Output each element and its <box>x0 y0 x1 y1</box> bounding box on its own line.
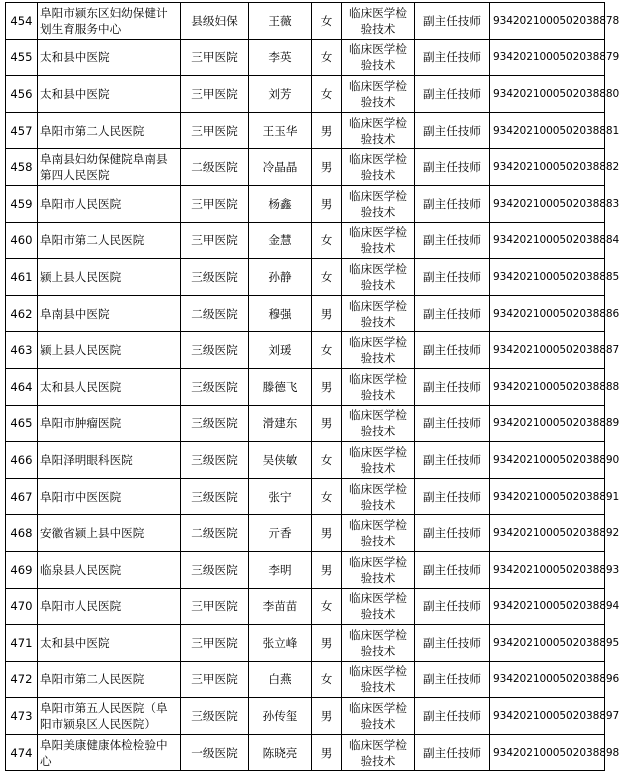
certificate-number-cell: 9342021000502038887 <box>490 332 605 369</box>
row-number-cell: 460 <box>6 222 38 259</box>
gender-cell: 女 <box>312 3 342 40</box>
table-row <box>6 551 605 588</box>
certificate-number-cell: 9342021000502038895 <box>490 625 605 662</box>
specialty-cell: 临床医学检验技术 <box>342 332 415 369</box>
job-title-cell: 副主任技师 <box>415 405 490 442</box>
certificate-number-cell: 9342021000502038878 <box>490 3 605 40</box>
specialty-cell: 临床医学检验技术 <box>342 698 415 735</box>
work-unit-cell: 太和县中医院 <box>38 625 181 662</box>
specialty-cell: 临床医学检验技术 <box>342 39 415 76</box>
certificate-number-cell: 9342021000502038886 <box>490 295 605 332</box>
specialty-cell: 临床医学检验技术 <box>342 625 415 662</box>
specialty-cell: 临床医学检验技术 <box>342 734 415 771</box>
hospital-level-cell: 三级医院 <box>181 698 249 735</box>
row-number-cell: 469 <box>6 551 38 588</box>
person-name-cell: 白燕 <box>249 661 312 698</box>
certificate-number-cell: 9342021000502038880 <box>490 76 605 113</box>
row-number-cell: 463 <box>6 332 38 369</box>
person-name-cell: 吴侠敏 <box>249 442 312 479</box>
person-name-cell: 刘芳 <box>249 76 312 113</box>
hospital-level-cell: 县级妇保 <box>181 3 249 40</box>
person-name-cell: 王玉华 <box>249 112 312 149</box>
table-row <box>6 332 605 369</box>
certificate-number-cell: 9342021000502038888 <box>490 368 605 405</box>
gender-cell: 女 <box>312 222 342 259</box>
table-row <box>6 478 605 515</box>
work-unit-cell: 阜阳市第二人民医院 <box>38 112 181 149</box>
person-name-cell: 李苗苗 <box>249 588 312 625</box>
table-row <box>6 295 605 332</box>
hospital-level-cell: 三级医院 <box>181 442 249 479</box>
job-title-cell: 副主任技师 <box>415 368 490 405</box>
row-number-cell: 464 <box>6 368 38 405</box>
certificate-number-cell: 9342021000502038896 <box>490 661 605 698</box>
row-number-cell: 455 <box>6 39 38 76</box>
table-row <box>6 185 605 222</box>
job-title-cell: 副主任技师 <box>415 588 490 625</box>
person-name-cell: 滑建东 <box>249 405 312 442</box>
person-name-cell: 亓香 <box>249 515 312 552</box>
table-row <box>6 405 605 442</box>
hospital-level-cell: 三级医院 <box>181 478 249 515</box>
table-row <box>6 149 605 186</box>
row-number-cell: 466 <box>6 442 38 479</box>
hospital-level-cell: 二级医院 <box>181 149 249 186</box>
job-title-cell: 副主任技师 <box>415 39 490 76</box>
hospital-level-cell: 三级医院 <box>181 332 249 369</box>
work-unit-cell: 阜阳市人民医院 <box>38 185 181 222</box>
gender-cell: 男 <box>312 112 342 149</box>
work-unit-cell: 阜阳市第二人民医院 <box>38 661 181 698</box>
certificate-number-cell: 9342021000502038881 <box>490 112 605 149</box>
person-name-cell: 李明 <box>249 551 312 588</box>
job-title-cell: 副主任技师 <box>415 478 490 515</box>
gender-cell: 男 <box>312 625 342 662</box>
job-title-cell: 副主任技师 <box>415 259 490 296</box>
table-row <box>6 698 605 735</box>
job-title-cell: 副主任技师 <box>415 112 490 149</box>
work-unit-cell: 颍上县人民医院 <box>38 259 181 296</box>
work-unit-cell: 阜阳美康健康体检检验中心 <box>38 734 181 771</box>
hospital-level-cell: 二级医院 <box>181 515 249 552</box>
row-number-cell: 462 <box>6 295 38 332</box>
job-title-cell: 副主任技师 <box>415 185 490 222</box>
gender-cell: 女 <box>312 588 342 625</box>
certificate-number-cell: 9342021000502038893 <box>490 551 605 588</box>
row-number-cell: 470 <box>6 588 38 625</box>
specialty-cell: 临床医学检验技术 <box>342 112 415 149</box>
job-title-cell: 副主任技师 <box>415 3 490 40</box>
specialty-cell: 临床医学检验技术 <box>342 551 415 588</box>
certificate-number-cell: 9342021000502038879 <box>490 39 605 76</box>
specialty-cell: 临床医学检验技术 <box>342 442 415 479</box>
work-unit-cell: 阜阳市第五人民医院（阜阳市颍泉区人民医院） <box>38 698 181 735</box>
row-number-cell: 457 <box>6 112 38 149</box>
certificate-number-cell: 9342021000502038883 <box>490 185 605 222</box>
table-row <box>6 734 605 771</box>
table-row <box>6 3 605 40</box>
job-title-cell: 副主任技师 <box>415 551 490 588</box>
hospital-level-cell: 三甲医院 <box>181 661 249 698</box>
job-title-cell: 副主任技师 <box>415 661 490 698</box>
specialty-cell: 临床医学检验技术 <box>342 149 415 186</box>
work-unit-cell: 安徽省颍上县中医院 <box>38 515 181 552</box>
hospital-level-cell: 三级医院 <box>181 405 249 442</box>
table-row <box>6 112 605 149</box>
person-name-cell: 杨鑫 <box>249 185 312 222</box>
row-number-cell: 454 <box>6 3 38 40</box>
work-unit-cell: 阜南县中医院 <box>38 295 181 332</box>
gender-cell: 男 <box>312 368 342 405</box>
gender-cell: 女 <box>312 478 342 515</box>
work-unit-cell: 阜阳市第二人民医院 <box>38 222 181 259</box>
work-unit-cell: 阜南县妇幼保健院阜南县第四人民医院 <box>38 149 181 186</box>
specialty-cell: 临床医学检验技术 <box>342 185 415 222</box>
hospital-level-cell: 三甲医院 <box>181 185 249 222</box>
row-number-cell: 472 <box>6 661 38 698</box>
certificate-number-cell: 9342021000502038897 <box>490 698 605 735</box>
hospital-level-cell: 三甲医院 <box>181 112 249 149</box>
gender-cell: 男 <box>312 734 342 771</box>
row-number-cell: 467 <box>6 478 38 515</box>
row-number-cell: 474 <box>6 734 38 771</box>
row-number-cell: 459 <box>6 185 38 222</box>
person-name-cell: 李英 <box>249 39 312 76</box>
row-number-cell: 473 <box>6 698 38 735</box>
job-title-cell: 副主任技师 <box>415 442 490 479</box>
gender-cell: 女 <box>312 39 342 76</box>
work-unit-cell: 太和县中医院 <box>38 76 181 113</box>
hospital-level-cell: 三甲医院 <box>181 222 249 259</box>
certificate-number-cell: 9342021000502038898 <box>490 734 605 771</box>
job-title-cell: 副主任技师 <box>415 698 490 735</box>
gender-cell: 男 <box>312 149 342 186</box>
specialty-cell: 临床医学检验技术 <box>342 478 415 515</box>
table-row <box>6 222 605 259</box>
table-row <box>6 259 605 296</box>
work-unit-cell: 阜阳泽明眼科医院 <box>38 442 181 479</box>
work-unit-cell: 阜阳市颍东区妇幼保健计划生育服务中心 <box>38 3 181 40</box>
work-unit-cell: 太和县人民医院 <box>38 368 181 405</box>
table-row <box>6 625 605 662</box>
row-number-cell: 461 <box>6 259 38 296</box>
gender-cell: 男 <box>312 515 342 552</box>
hospital-level-cell: 三甲医院 <box>181 39 249 76</box>
work-unit-cell: 阜阳市肿瘤医院 <box>38 405 181 442</box>
table-row <box>6 661 605 698</box>
certificate-number-cell: 9342021000502038891 <box>490 478 605 515</box>
specialty-cell: 临床医学检验技术 <box>342 3 415 40</box>
table-row <box>6 368 605 405</box>
gender-cell: 男 <box>312 295 342 332</box>
certificate-number-cell: 9342021000502038884 <box>490 222 605 259</box>
hospital-level-cell: 三甲医院 <box>181 588 249 625</box>
person-name-cell: 陈晓亮 <box>249 734 312 771</box>
table-row <box>6 76 605 113</box>
job-title-cell: 副主任技师 <box>415 76 490 113</box>
gender-cell: 女 <box>312 661 342 698</box>
job-title-cell: 副主任技师 <box>415 332 490 369</box>
person-name-cell: 王薇 <box>249 3 312 40</box>
specialty-cell: 临床医学检验技术 <box>342 368 415 405</box>
specialty-cell: 临床医学检验技术 <box>342 259 415 296</box>
gender-cell: 女 <box>312 332 342 369</box>
roster-body <box>6 3 619 771</box>
person-name-cell: 滕德飞 <box>249 368 312 405</box>
hospital-level-cell: 三级医院 <box>181 259 249 296</box>
certificate-number-cell: 9342021000502038892 <box>490 515 605 552</box>
gender-cell: 男 <box>312 185 342 222</box>
work-unit-cell: 太和县中医院 <box>38 39 181 76</box>
hospital-level-cell: 三级医院 <box>181 551 249 588</box>
job-title-cell: 副主任技师 <box>415 515 490 552</box>
certificate-number-cell: 9342021000502038889 <box>490 405 605 442</box>
table-row <box>6 588 605 625</box>
specialty-cell: 临床医学检验技术 <box>342 515 415 552</box>
hospital-level-cell: 三甲医院 <box>181 625 249 662</box>
work-unit-cell: 阜阳市人民医院 <box>38 588 181 625</box>
gender-cell: 男 <box>312 551 342 588</box>
roster-table <box>5 2 619 771</box>
person-name-cell: 张宁 <box>249 478 312 515</box>
specialty-cell: 临床医学检验技术 <box>342 661 415 698</box>
person-name-cell: 孙静 <box>249 259 312 296</box>
specialty-cell: 临床医学检验技术 <box>342 588 415 625</box>
gender-cell: 男 <box>312 698 342 735</box>
table-row <box>6 442 605 479</box>
hospital-level-cell: 三级医院 <box>181 368 249 405</box>
certificate-number-cell: 9342021000502038890 <box>490 442 605 479</box>
row-number-cell: 471 <box>6 625 38 662</box>
job-title-cell: 副主任技师 <box>415 222 490 259</box>
certificate-number-cell: 9342021000502038894 <box>490 588 605 625</box>
specialty-cell: 临床医学检验技术 <box>342 405 415 442</box>
specialty-cell: 临床医学检验技术 <box>342 295 415 332</box>
certificate-number-cell: 9342021000502038885 <box>490 259 605 296</box>
row-number-cell: 456 <box>6 76 38 113</box>
gender-cell: 女 <box>312 442 342 479</box>
job-title-cell: 副主任技师 <box>415 625 490 662</box>
person-name-cell: 张立峰 <box>249 625 312 662</box>
specialty-cell: 临床医学检验技术 <box>342 222 415 259</box>
hospital-level-cell: 二级医院 <box>181 295 249 332</box>
hospital-level-cell: 一级医院 <box>181 734 249 771</box>
person-name-cell: 孙传玺 <box>249 698 312 735</box>
person-name-cell: 冷晶晶 <box>249 149 312 186</box>
hospital-level-cell: 三甲医院 <box>181 76 249 113</box>
table-row <box>6 515 605 552</box>
job-title-cell: 副主任技师 <box>415 295 490 332</box>
specialty-cell: 临床医学检验技术 <box>342 76 415 113</box>
work-unit-cell: 临泉县人民医院 <box>38 551 181 588</box>
gender-cell: 女 <box>312 259 342 296</box>
job-title-cell: 副主任技师 <box>415 149 490 186</box>
person-name-cell: 穆强 <box>249 295 312 332</box>
row-number-cell: 468 <box>6 515 38 552</box>
person-name-cell: 金慧 <box>249 222 312 259</box>
person-name-cell: 刘瑗 <box>249 332 312 369</box>
work-unit-cell: 颍上县人民医院 <box>38 332 181 369</box>
certificate-number-cell: 9342021000502038882 <box>490 149 605 186</box>
row-number-cell: 465 <box>6 405 38 442</box>
table-row <box>6 39 605 76</box>
gender-cell: 女 <box>312 76 342 113</box>
row-number-cell: 458 <box>6 149 38 186</box>
gender-cell: 男 <box>312 405 342 442</box>
job-title-cell: 副主任技师 <box>415 734 490 771</box>
work-unit-cell: 阜阳市中医医院 <box>38 478 181 515</box>
